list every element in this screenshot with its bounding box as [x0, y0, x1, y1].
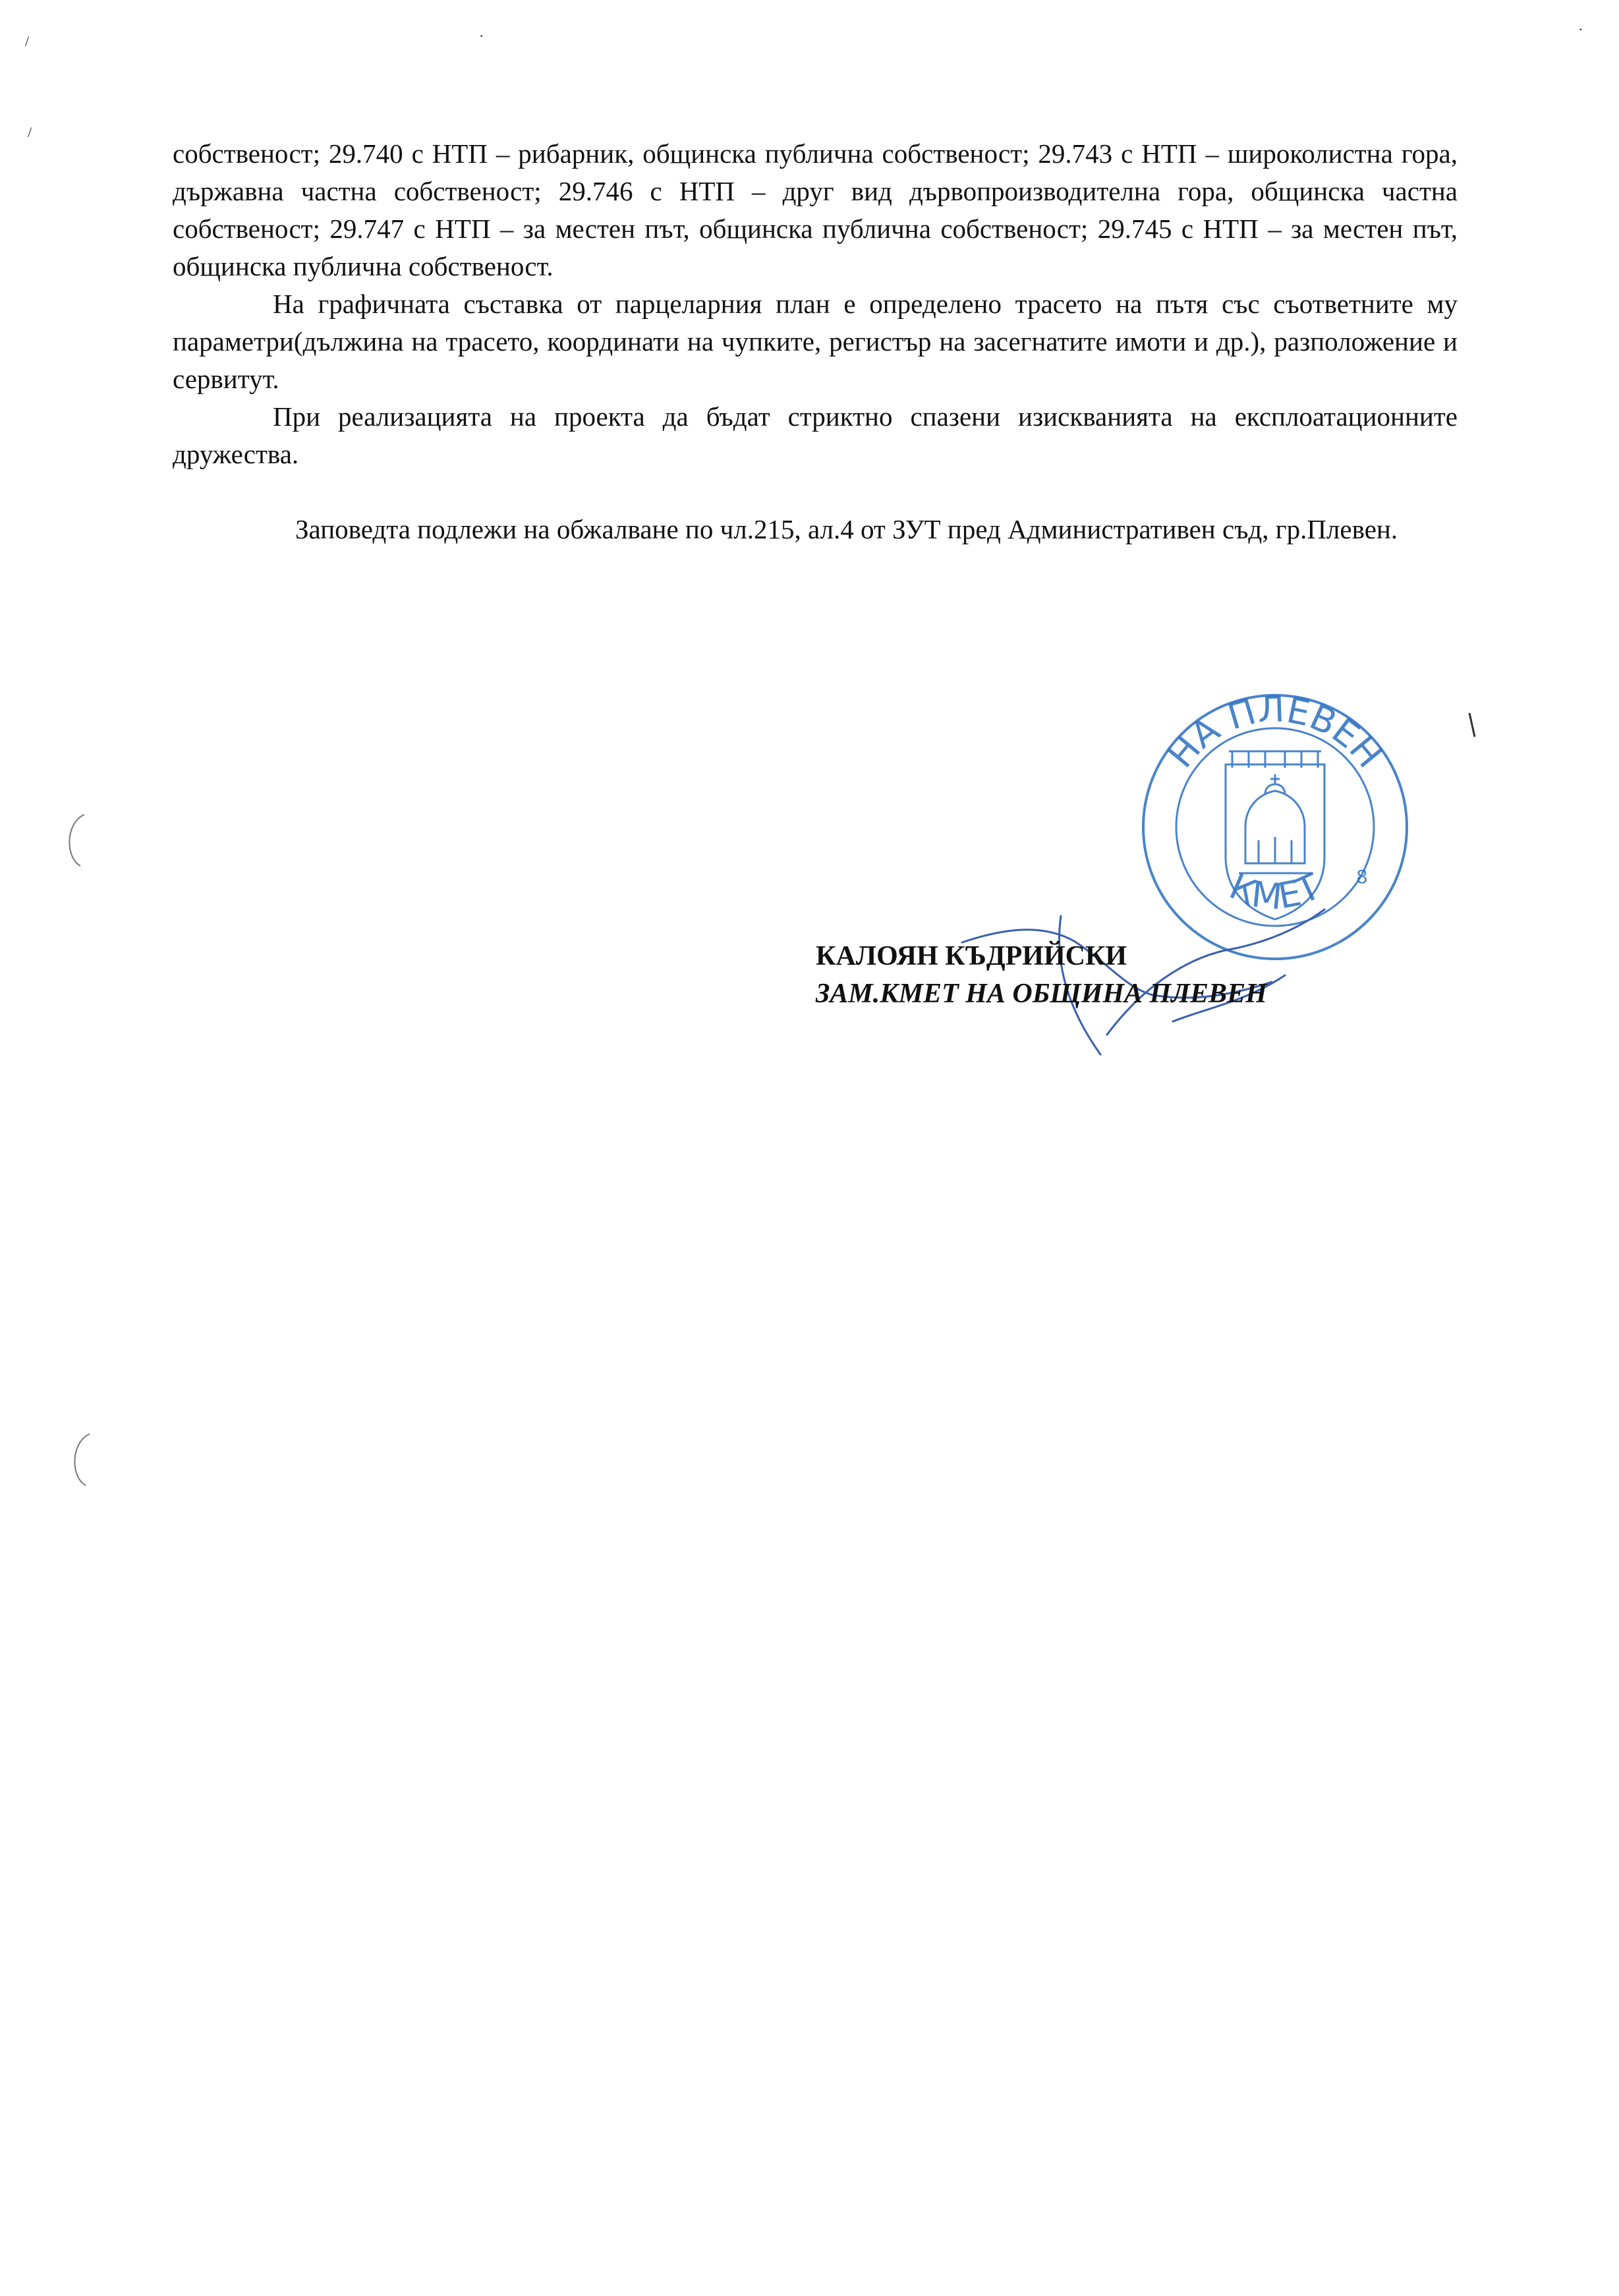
scan-speck: . [1579, 17, 1583, 34]
punch-hole [63, 1430, 103, 1489]
signatory-title: ЗАМ.КМЕТ НА ОБЩИНА ПЛЕВЕН [816, 979, 1267, 1009]
scan-scratch [1467, 712, 1477, 738]
signatory-name: КАЛОЯН КЪДРИЙСКИ [816, 941, 1127, 971]
paragraph-requirements: При реализацията на проекта да бъдат стриктно спазени изискванията на експлоатационните дружества. [173, 401, 1458, 469]
scan-speck: . [480, 24, 484, 40]
paragraph-route: На графичната съставка от парцеларния план е определено трасето на пътя със съответните му параметри(дължина на трасето, координати на чупките, регистър на засегнатите имоти и др.), разположение и сервитут. [173, 289, 1458, 394]
paragraph-parcels: собственост; 29.740 с НТП – рибарник, общинска публична собственост; 29.743 с НТП – широколистна гора, държавна частна собственост; 29.746 с НТП – друг вид дървопроизводителна гора, общинска частна собственост; 29.747 с НТП – за местен път, общинска публична собственост; 29.745 с НТП – за местен път, общинска публична собственост. [173, 138, 1458, 281]
punch-hole [58, 811, 98, 870]
scan-speck: / [25, 33, 30, 49]
stamp-number: 8 [1356, 866, 1368, 888]
stamp-bottom-text: КМЕТ [1223, 865, 1327, 918]
scan-speck: / [28, 124, 32, 140]
paragraph-appeal: Заповедта подлежи на обжалване по чл.215, ал.4 от ЗУТ пред Административен съд, гр.Плевен. [295, 514, 1398, 544]
document-body [173, 135, 1458, 548]
signature-block [816, 938, 1267, 1013]
stamp-top-text: НА ПЛЕВЕН [1160, 688, 1390, 776]
